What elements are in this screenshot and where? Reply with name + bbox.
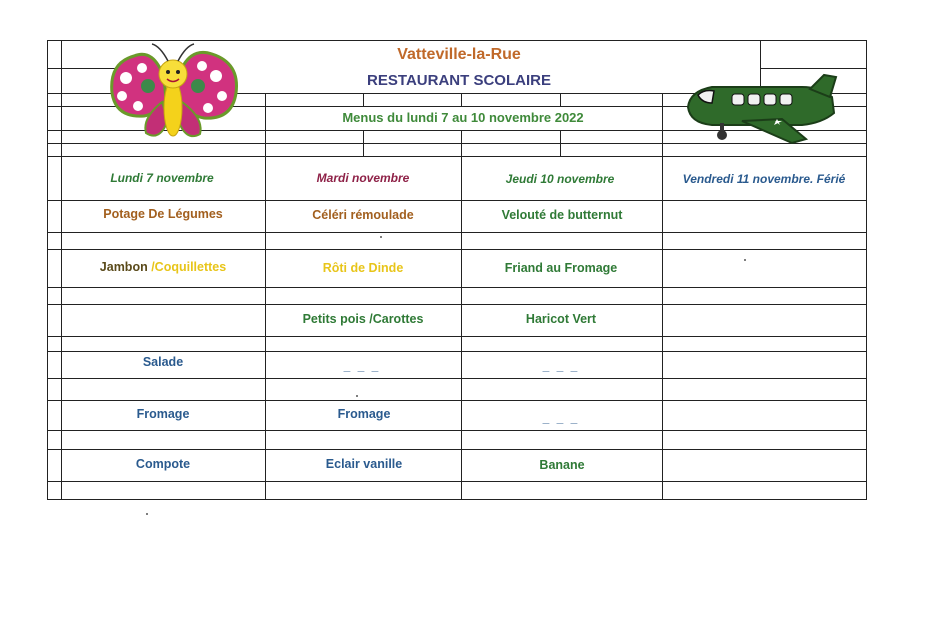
scan-speck [744, 259, 746, 261]
grid-line [560, 93, 561, 106]
grid-line [662, 93, 663, 156]
grid-line [47, 449, 867, 450]
tuesday-starter: Céléri rémoulade [312, 208, 414, 222]
day-header-monday: Lundi 7 novembre [110, 171, 214, 185]
grid-line [47, 304, 867, 305]
grid-line [47, 287, 867, 288]
scan-speck [356, 395, 358, 397]
week-title: Menus du lundi 7 au 10 novembre 2022 [342, 110, 584, 125]
tuesday-salad: _ _ _ [343, 359, 381, 373]
day-header-thursday: Jeudi 10 novembre [505, 172, 615, 186]
thursday-dessert: Banane [539, 458, 585, 472]
grid-line [47, 232, 867, 233]
grid-line [461, 130, 462, 156]
thursday-cheese: _ _ _ [542, 411, 580, 425]
thursday-main: Friand au Fromage [504, 261, 618, 275]
town-title: Vatteville-la-Rue [397, 46, 521, 63]
tuesday-side: Petits pois /Carottes [302, 312, 424, 326]
tuesday-dessert: Eclair vanille [325, 457, 403, 471]
monday-main-part2: /Coquillettes [151, 260, 227, 274]
grid-line [363, 130, 364, 156]
scan-speck [380, 236, 382, 238]
grid-line [47, 156, 867, 157]
grid-line [47, 200, 867, 201]
tuesday-cheese: Fromage [337, 407, 391, 421]
monday-main-part1: Jambon [99, 260, 152, 274]
grid-line [47, 400, 867, 401]
grid-line [560, 130, 561, 156]
monday-starter: Potage De Légumes [103, 207, 223, 221]
day-header-friday: Vendredi 11 novembre. Férié [682, 172, 846, 186]
grid-line [47, 430, 867, 431]
thursday-side: Haricot Vert [525, 312, 597, 326]
scan-speck [146, 513, 148, 515]
monday-salad: Salade [142, 355, 184, 369]
grid-line [760, 68, 867, 69]
service-title: RESTAURANT SCOLAIRE [367, 72, 551, 89]
grid-line [47, 351, 867, 352]
monday-dessert: Compote [135, 457, 191, 471]
butterfly-icon [104, 38, 244, 143]
tuesday-main: Rôti de Dinde [322, 261, 404, 275]
thursday-starter: Velouté de butternut [501, 208, 623, 222]
airplane-icon [682, 73, 842, 148]
grid-line [47, 378, 867, 379]
day-header-tuesday: Mardi novembre [316, 171, 410, 185]
grid-line [47, 481, 867, 482]
grid-line [47, 249, 867, 250]
grid-line [265, 93, 266, 156]
grid-line [363, 93, 364, 106]
grid-line [47, 336, 867, 337]
monday-main [100, 260, 226, 274]
thursday-salad: _ _ _ [542, 359, 580, 373]
margin-column-line [61, 40, 62, 500]
grid-line [461, 93, 462, 106]
monday-cheese: Fromage [136, 407, 190, 421]
